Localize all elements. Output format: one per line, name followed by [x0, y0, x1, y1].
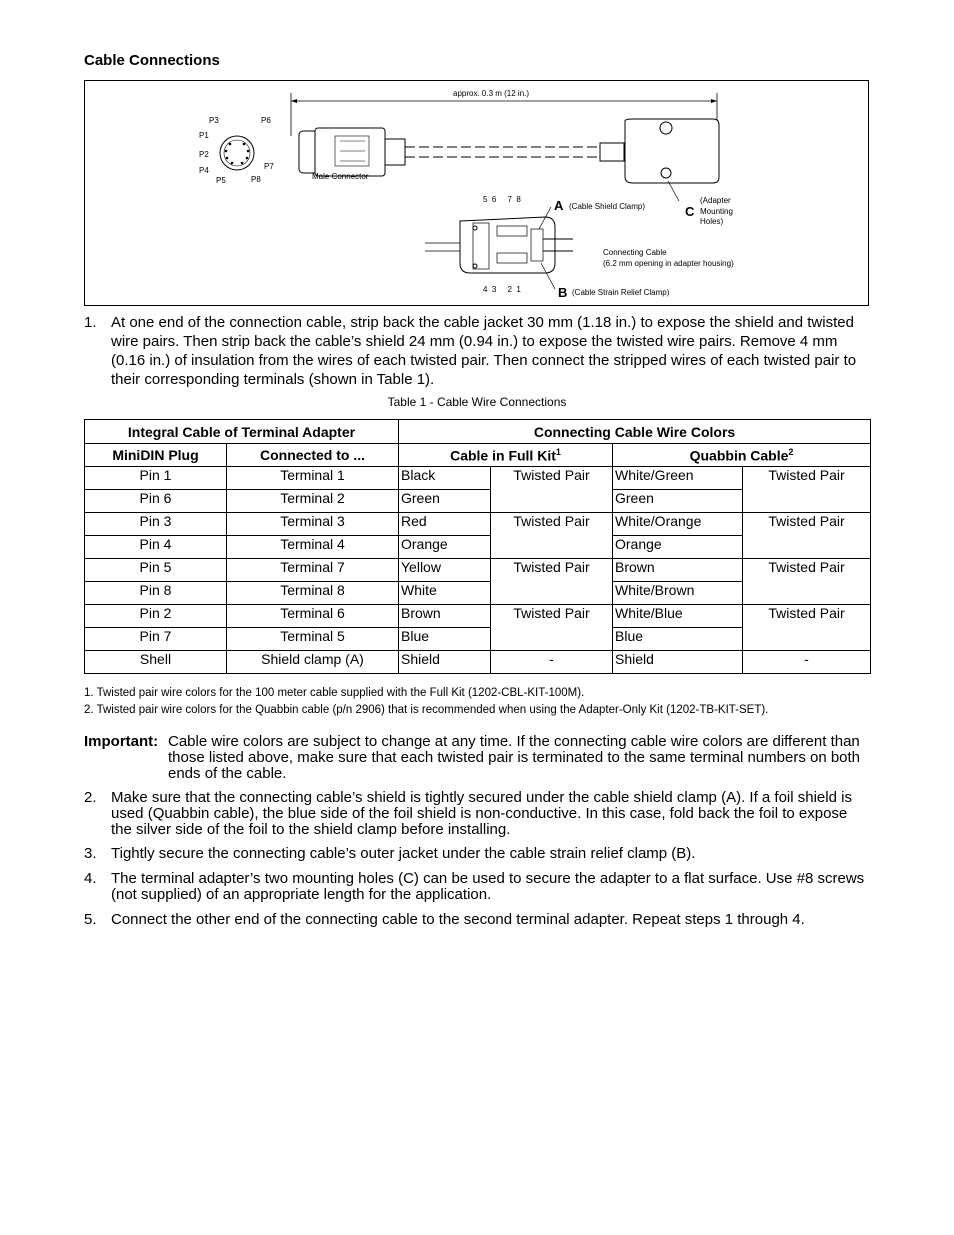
table-cell: - — [491, 651, 613, 674]
step-number: 4. — [84, 870, 97, 887]
table-cell: Terminal 8 — [227, 582, 399, 605]
callout-letter-a: A — [554, 198, 564, 213]
table-cell: Pin 7 — [85, 628, 227, 651]
pair-cell: Twisted Pair — [743, 467, 871, 513]
table-cell: Pin 6 — [85, 490, 227, 513]
table-cell: Shield — [399, 651, 491, 674]
col-header-fullkit — [399, 444, 613, 467]
pin-label-p6: P6 — [261, 116, 271, 125]
table-cell: Terminal 1 — [227, 467, 399, 490]
step-text: The terminal adapter’s two mounting holes (C) can be used to secure the adapter to a flat surface. Use #8 screws (not supplied) of an appropriate length for the application. — [111, 870, 865, 903]
table-cell: Brown — [613, 559, 743, 582]
pair-cell: Twisted Pair — [491, 513, 613, 559]
table-cell: Terminal 3 — [227, 513, 399, 536]
table-group-header-row — [85, 420, 871, 444]
pair-cell: Twisted Pair — [491, 559, 613, 605]
male-connector-label: Male Connector — [312, 172, 369, 181]
step-text: Tightly secure the connecting cable’s outer jacket under the cable strain relief clamp (B). — [111, 845, 696, 862]
step-number: 1. — [84, 314, 97, 331]
step-text: At one end of the connection cable, strip back the cable jacket 30 mm (1.18 in.) to expose the shield and twisted wire pairs. Then strip back the cable’s shield 24 mm (0.94 in.) to expose the twisted wire pairs. Remove 4 mm (0.16 in.) of insulation from the wires of each twisted pair. Then connect the stripped wires of each twisted pair to their corresponding terminals (shown in Table 1). — [111, 314, 857, 388]
table-cell: Terminal 4 — [227, 536, 399, 559]
table-cell: Pin 1 — [85, 467, 227, 490]
table-cell: - — [743, 651, 871, 674]
callout-label-c-3: Holes) — [700, 217, 724, 226]
table-row — [85, 605, 871, 628]
table-cell: White — [399, 582, 491, 605]
callout-label-c-2: Mounting — [700, 207, 733, 216]
footnote-marker: 1 — [555, 446, 561, 457]
table-cell: Black — [399, 467, 491, 490]
connecting-cable-label: Connecting Cable — [603, 248, 667, 257]
pin-label-p3: P3 — [209, 116, 219, 125]
pin-label-p1: P1 — [199, 131, 209, 140]
terminal-numbers-top: 5 6 7 8 — [483, 195, 521, 204]
col-header-plug: MiniDIN Plug — [85, 444, 227, 467]
table-row — [85, 467, 871, 490]
table-cell: Red — [399, 513, 491, 536]
pin-label-p5: P5 — [216, 176, 226, 185]
table-cell: Pin 3 — [85, 513, 227, 536]
pin-label-p8: P8 — [251, 175, 261, 184]
step-text: Make sure that the connecting cable’s shield is tightly secured under the cable shield clamp (A). If a foil shield is used (Quabbin cable), the blue side of the foil shield is non-conductive. In this case, fold back the foil to expose the silver side of the foil to the shield clamp before installing. — [111, 789, 852, 838]
group-header-colors: Connecting Cable Wire Colors — [399, 420, 871, 444]
step-number: 2. — [84, 789, 97, 806]
table-cell: White/Green — [613, 467, 743, 490]
table-row — [85, 559, 871, 582]
important-label: Important: — [84, 733, 159, 750]
pin-label-p4: P4 — [199, 166, 209, 175]
table-cell: Pin 8 — [85, 582, 227, 605]
table-cell: Pin 4 — [85, 536, 227, 559]
pair-cell: Twisted Pair — [491, 467, 613, 513]
table-cell: White/Orange — [613, 513, 743, 536]
table-caption: Table 1 - Cable Wire Connections — [387, 395, 567, 409]
callout-label-c-1: (Adapter — [700, 196, 731, 205]
wire-connections-table — [84, 419, 871, 674]
table-cell: Pin 5 — [85, 559, 227, 582]
table-cell: Pin 2 — [85, 605, 227, 628]
col-header-connected: Connected to ... — [227, 444, 399, 467]
table-cell: Terminal 2 — [227, 490, 399, 513]
callout-label-a: (Cable Shield Clamp) — [569, 202, 646, 211]
header-text: Cable in Full Kit — [450, 447, 556, 464]
table-cell: Orange — [613, 536, 743, 559]
table-cell: Yellow — [399, 559, 491, 582]
table-cell: Green — [613, 490, 743, 513]
pin-label-p7: P7 — [264, 162, 274, 171]
pair-cell: Twisted Pair — [743, 559, 871, 605]
cable-diagram — [84, 80, 869, 306]
pair-cell: Twisted Pair — [491, 605, 613, 651]
table-header-row — [85, 444, 871, 467]
table-cell: Shield clamp (A) — [227, 651, 399, 674]
callout-letter-b: B — [558, 285, 568, 300]
step-number: 3. — [84, 845, 97, 862]
table-cell: Terminal 7 — [227, 559, 399, 582]
footnote-marker: 2 — [788, 446, 794, 457]
connecting-cable-opening-label: (6.2 mm opening in adapter housing) — [603, 259, 734, 268]
cable-drawing — [85, 81, 870, 307]
table-cell: Shell — [85, 651, 227, 674]
terminal-numbers-bottom: 4 3 2 1 — [483, 285, 521, 294]
table-cell: White/Brown — [613, 582, 743, 605]
table-cell: Terminal 6 — [227, 605, 399, 628]
step-text: Connect the other end of the connecting cable to the second terminal adapter. Repeat steps 1 through 4. — [111, 911, 805, 928]
table-cell: Blue — [399, 628, 491, 651]
important-text: Cable wire colors are subject to change at any time. If the connecting cable wire colors are different than those listed above, make sure that each twisted pair is terminated to the same terminal numbers on both ends of the cable. — [168, 733, 861, 782]
table-row-shell — [85, 651, 871, 674]
step-number: 5. — [84, 911, 97, 928]
footnote-1: 1. Twisted pair wire colors for the 100 meter cable supplied with the Full Kit (1202-CBL-KIT-100M). — [84, 687, 585, 699]
pin-label-p2: P2 — [199, 150, 209, 159]
table-cell: Blue — [613, 628, 743, 651]
table-cell: Shield — [613, 651, 743, 674]
table-cell: Brown — [399, 605, 491, 628]
pair-cell: Twisted Pair — [743, 513, 871, 559]
table-cell: Terminal 5 — [227, 628, 399, 651]
table-cell: White/Blue — [613, 605, 743, 628]
callout-letter-c: C — [685, 204, 695, 219]
pair-cell: Twisted Pair — [743, 605, 871, 651]
section-heading: Cable Connections — [84, 52, 220, 69]
footnote-2: 2. Twisted pair wire colors for the Quabbin cable (p/n 2906) that is recommended when using the Adapter-Only Kit (1202-TB-KIT-SET). — [84, 704, 769, 716]
header-text: Quabbin Cable — [689, 447, 789, 464]
table-row — [85, 513, 871, 536]
dimension-label: approx. 0.3 m (12 in.) — [453, 89, 530, 98]
table-cell: Green — [399, 490, 491, 513]
col-header-quabbin — [613, 444, 871, 467]
group-header-integral: Integral Cable of Terminal Adapter — [85, 420, 399, 444]
table-cell: Orange — [399, 536, 491, 559]
callout-label-b: (Cable Strain Relief Clamp) — [572, 288, 670, 297]
